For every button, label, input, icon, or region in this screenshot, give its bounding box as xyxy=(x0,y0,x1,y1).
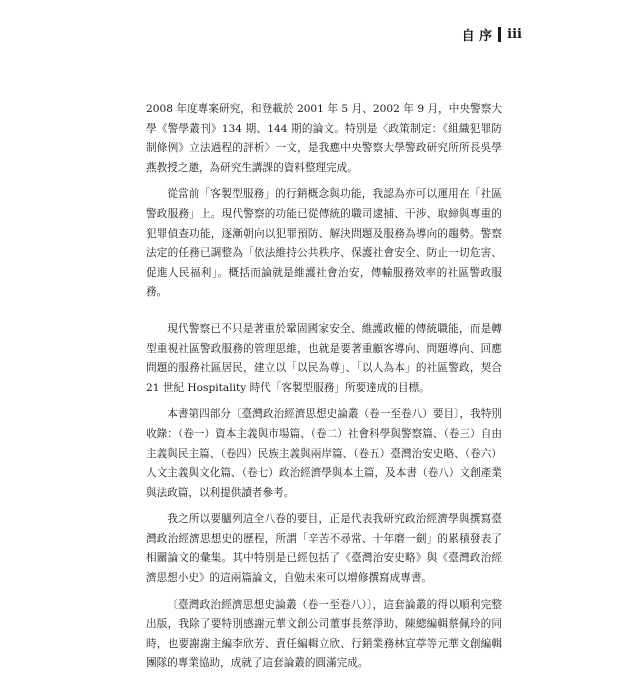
paragraph-2: 從當前「客製型服務」的行銷概念與功能，我認為亦可以運用在「社區警政服務」上。現代警察的功能已從傳統的職司逮捕、干涉、取締與專重的犯罪偵查功能，逐漸朝向以犯罪預防、解決問題及服務為導向的趨勢。警察法定的任務已調整為「依法維持公共秩序、保護社會安全、防止一切危害、促進人民福利」。概括而論就是維護社會治安，傳輸服務效率的社區警政服務。 xyxy=(146,188,502,299)
paragraph-spacer xyxy=(146,310,502,320)
paragraph-5: 我之所以要臚列這全八卷的要目，正是代表我研究政治經濟學與撰寫臺灣政治經濟思想史的歷程，所謂「辛苦不尋常、十年磨一劍」的累積發表了相關論文的彙集。其中特別是已經包括了《臺灣治安史略》與《臺灣政治經濟思想小史》的這兩篇論文，自勉未來可以增修撰寫成專書。 xyxy=(146,513,502,585)
paragraph-3: 現代警察已不只是著重於鞏固國家安全、維護政權的傳統職能，而是轉型重視社區警政服務的管理思維，也就是要著重顧客導向、問題導向、回應問題的服務社區居民，建立以「以民為尊」、「以人為本」的社區警政，契合 21 世紀 Hospitality 時代「客製型服務」所要達成的目標。 xyxy=(146,322,502,394)
paragraph-4: 本書第四部分〔臺灣政治經濟思想史論叢（卷一至卷八）要目〕，我特別收錄：（卷一）資本主義與市場篇、（卷二）社會科學與警察篇、（卷三）自由主義與民主篇、（卷四）民族主義與兩岸篇、（卷五）臺灣治安史略、（卷六）人文主義與文化篇、（卷七）政治經濟學與本土篇，及本書（卷八）文創產業與法政篇，以利提供讀者參考。 xyxy=(146,408,502,499)
body-text xyxy=(146,100,502,681)
header-divider xyxy=(498,27,501,42)
paragraph-6: 〔臺灣政治經濟思想史論叢（卷一至卷八）〕，這套論叢的得以順利完整出版，我除了要特別感謝元華文創公司董事長蔡淨助、陳總編輯蔡佩玲的同時，也要謝謝主編李欣芳、責任編輯立欣、行銷業務林宜葶等元華文創編輯團隊的專業協助，成就了這套論叢的圓滿完成。 xyxy=(146,598,502,670)
paragraph-1: 2008 年度專案研究，和登載於 2001 年 5 月、2002 年 9 月，中央警察大學《警學叢刊》134 期、144 期的論文。特別是〈政策制定：《組織犯罪防制條例》立法過程的評析〉一文，是我應中央警察大學警政研究所所長吳學燕教授之邀，為研究生講課的資料整理完成。 xyxy=(146,103,502,174)
chapter-title: 自 序 xyxy=(461,29,493,44)
running-header xyxy=(462,25,522,44)
page-number: iii xyxy=(507,27,522,42)
